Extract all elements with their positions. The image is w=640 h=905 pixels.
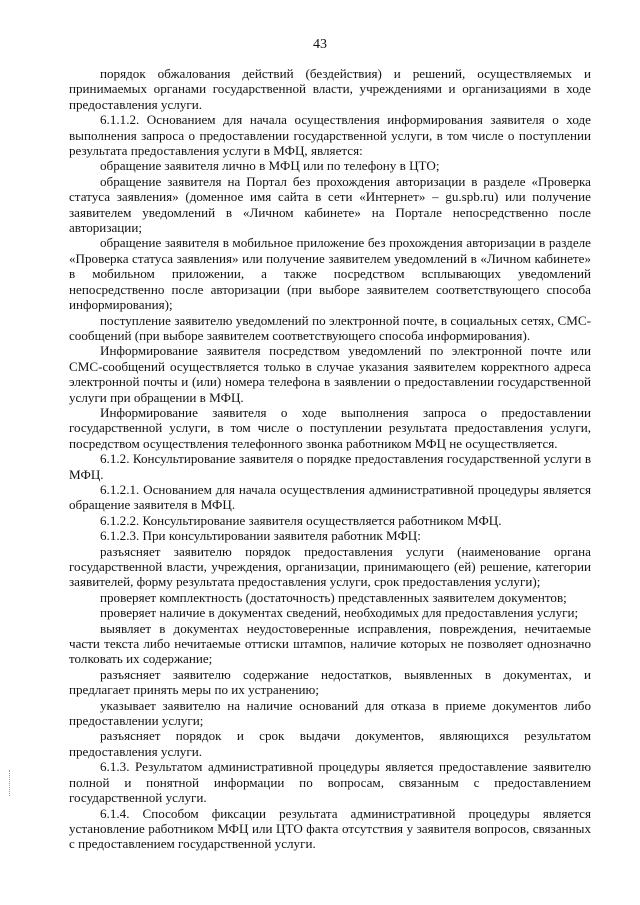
paragraph-sms-informing: Информирование заявителя посредством уведомлений по электронной почте или СМС-сообщений осуществляется только в случае указания заявителем корректного адреса электронной почты и (или) номера телефона в заявлении о предоставлении государственной услуги при обращении в МФЦ. [69,343,591,405]
paragraph-mobile-app-request: обращение заявителя в мобильное приложение без прохождения авторизации в разделе «Проверка статуса заявления» или получение заявителем уведомлений в «Личном кабинете» в мобильном приложении, а также посредством всплывающих уведомлений непосредственно после авторизации (при выборе заявителем соответствующего способа информирования); [69,235,591,313]
document-body [69,66,591,852]
paragraph-checks-information: проверяет наличие в документах сведений, необходимых для предоставления услуги; [100,605,579,621]
paragraph-6-1-2-3: 6.1.2.3. При консультировании заявителя работник МФЦ: [100,528,421,544]
paragraph-6-1-2-1: 6.1.2.1. Основанием для начала осуществления административной процедуры является обращение заявителя в МФЦ. [69,481,591,513]
paragraph-portal-request: обращение заявителя на Портал без прохождения авторизации в разделе «Проверка статуса заявления» (доменное имя сайта в сети «Интернет» – gu.spb.ru) или получение заявителем уведомлений в «Личном кабинете» на Портале непосредственно после авторизации; [69,173,591,236]
paragraph-6-1-1-2: 6.1.1.2. Основанием для начала осуществления информирования заявителя о ходе выполнения запроса о предоставлении государственной услуги, в том числе о поступлении результата предоставления услуги в МФЦ, является: [69,112,591,159]
paragraph-6-1-2: 6.1.2. Консультирование заявителя о порядке предоставления государственной услуги в МФЦ. [69,451,591,482]
paragraph-checks-completeness: проверяет комплектность (достаточность) представленных заявителем документов; [100,589,567,605]
paragraph-no-phone-call: Информирование заявителя о ходе выполнения запроса о предоставлении государственной услуги, в том числе о поступлении результата предоставления услуги, посредством осуществления телефонного звонка работником МФЦ не осуществляется. [69,404,591,451]
paragraph-6-1-2-2: 6.1.2.2. Консультирование заявителя осуществляется работником МФЦ. [100,512,502,528]
paragraph-6-1-4: 6.1.4. Способом фиксации результата административной процедуры является установление работником МФЦ или ЦТО факта отсутствия у заявителя вопросов, связанных с предоставлением государственной услуги. [69,805,591,852]
paragraph-explains-deficiencies: разъясняет заявителю содержание недостатков, выявленных в документах, и предлагает принять меры по их устранению; [69,666,591,698]
paragraph-appeal-procedure: порядок обжалования действий (бездействия) и решений, осуществляемых и принимаемых органами государственной власти, учреждениями и организациями в ходе предоставления услуги. [69,66,591,112]
paragraph-detects-corrections: выявляет в документах неудостоверенные исправления, повреждения, нечитаемые части текста либо нечитаемые оттиски штампов, наличие которых не позволяет однозначно толковать их содержание; [69,620,591,667]
paragraph-in-person-request: обращение заявителя лично в МФЦ или по телефону в ЦТО; [100,158,440,174]
page-number: 43 [313,37,327,52]
paragraph-6-1-3: 6.1.3. Результатом административной процедуры является предоставление заявителю полной и понятной информации по вопросам, связанным с предоставлением государственной услуги. [69,759,591,806]
paragraph-email-notifications: поступление заявителю уведомлений по электронной почте, в социальных сетях, СМС-сообщений (при выборе заявителем соответствующего способа информирования). [69,312,591,343]
scan-margin-mark [9,770,11,796]
paragraph-issue-procedure: разъясняет порядок и срок выдачи документов, являющихся результатом предоставления услуги. [69,728,591,759]
paragraph-explains-procedure: разъясняет заявителю порядок предоставления услуги (наименование органа государственной власти, учреждения, организации, принимающего (ей) решение, категории заявителей, форму результата предоставления услуги, срок предоставления услуги); [69,543,591,590]
paragraph-refusal-grounds: указывает заявителю на наличие оснований для отказа в приеме документов либо предоставлении услуги; [69,697,591,729]
